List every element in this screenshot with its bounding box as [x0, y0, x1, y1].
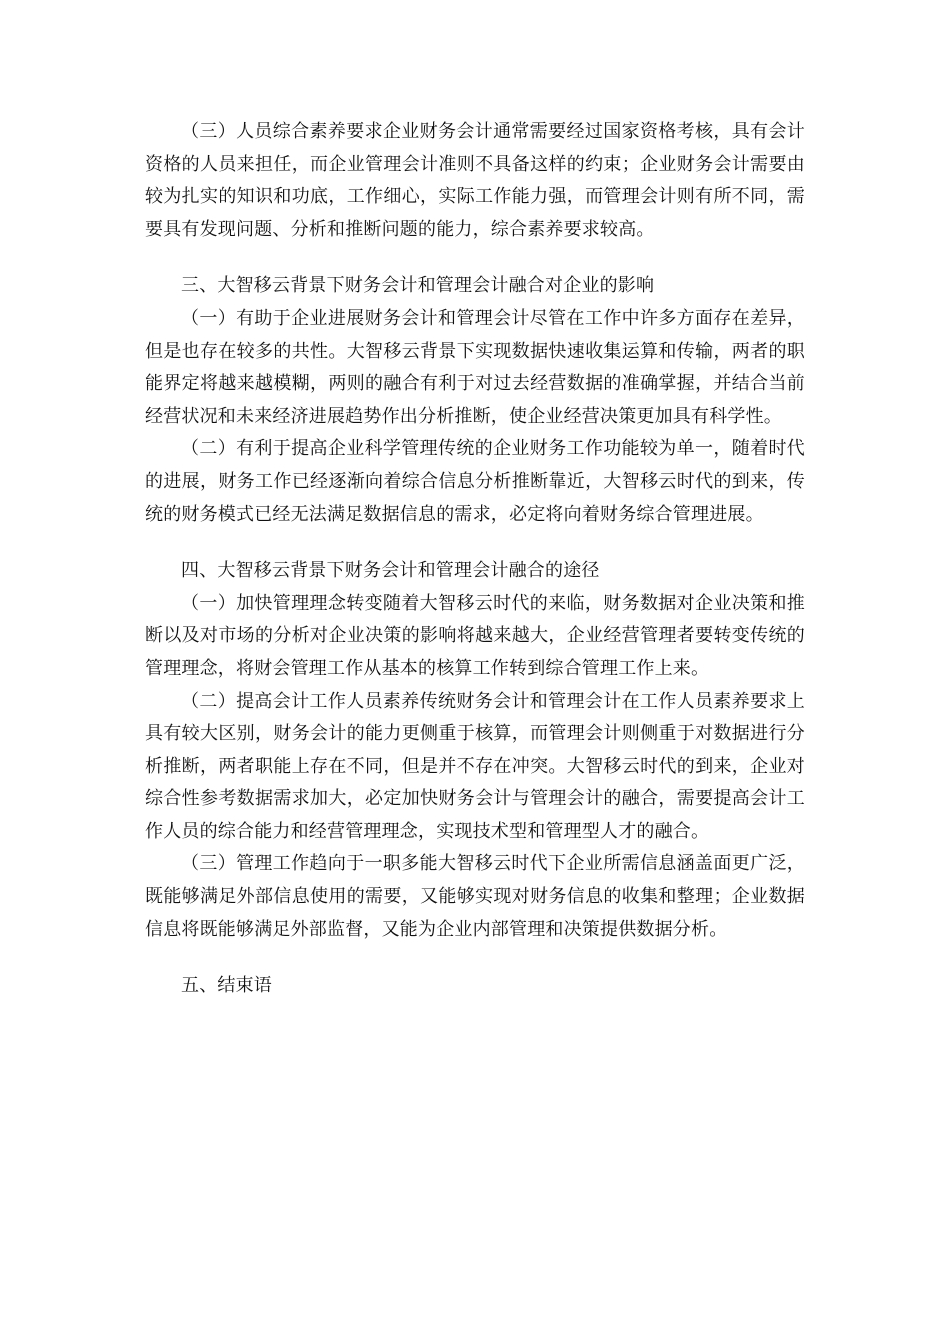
paragraph-3-2: （二）有利于提高企业科学管理传统的企业财务工作功能较为单一，随着时代的进展，财务工作已经逐渐向着综合信息分析推断靠近，大智移云时代的到来，传统的财务模式已经无法满足数据信息的需求，必定将向着财务综合管理进展。	[145, 438, 805, 525]
paragraph-personnel-quality: （三）人员综合素养要求企业财务会计通常需要经过国家资格考核，具有会计资格的人员来担任，而企业管理会计准则不具备这样的约束；企业财务会计需要由较为扎实的知识和功底，工作细心，实际工作能力强，而管理会计则有所不同，需要具有发现问题、分析和推断问题的能力，综合素养要求较高。	[145, 121, 805, 240]
paragraph-4-3: （三）管理工作趋向于一职多能大智移云时代下企业所需信息涵盖面更广泛，既能够满足外部信息使用的需要，又能够实现对财务信息的收集和整理；企业数据信息将既能够满足外部监督，又能为企业内部管理和决策提供数据分析。	[145, 853, 805, 940]
section-gap	[145, 531, 805, 555]
section-gap	[145, 946, 805, 970]
paragraph-4-1: （一）加快管理理念转变随着大智移云时代的来临，财务数据对企业决策和推断以及对市场的分析对企业决策的影响将越来越大，企业经营管理者要转变传统的管理理念，将财会管理工作从基本的核算工作转到综合管理工作上来。	[145, 592, 805, 679]
section-gap	[145, 246, 805, 270]
document-page	[145, 116, 805, 1003]
section-heading-5: 五、结束语	[181, 975, 272, 997]
section-heading-4: 四、大智移云背景下财务会计和管理会计融合的途径	[181, 560, 600, 582]
paragraph-3-1: （一）有助于企业进展财务会计和管理会计尽管在工作中许多方面存在差异，但是也存在较多的共性。大智移云背景下实现数据快速收集运算和传输，两者的职能界定将越来越模糊，两则的融合有利于对过去经营数据的准确掌握，并结合当前经营状况和未来经济进展趋势作出分析推断，使企业经营决策更加具有科学性。	[145, 307, 805, 427]
paragraph-4-2: （二）提高会计工作人员素养传统财务会计和管理会计在工作人员素养要求上具有较大区别，财务会计的能力更侧重于核算，而管理会计则侧重于对数据进行分析推断，两者职能上存在不同，但是并不存在冲突。大智移云时代的到来，企业对综合性参考数据需求加大，必定加快财务会计与管理会计的融合，需要提高会计工作人员的综合能力和经营管理理念，实现技术型和管理型人才的融合。	[145, 690, 805, 842]
section-heading-3: 三、大智移云背景下财务会计和管理会计融合对企业的影响	[181, 275, 655, 297]
